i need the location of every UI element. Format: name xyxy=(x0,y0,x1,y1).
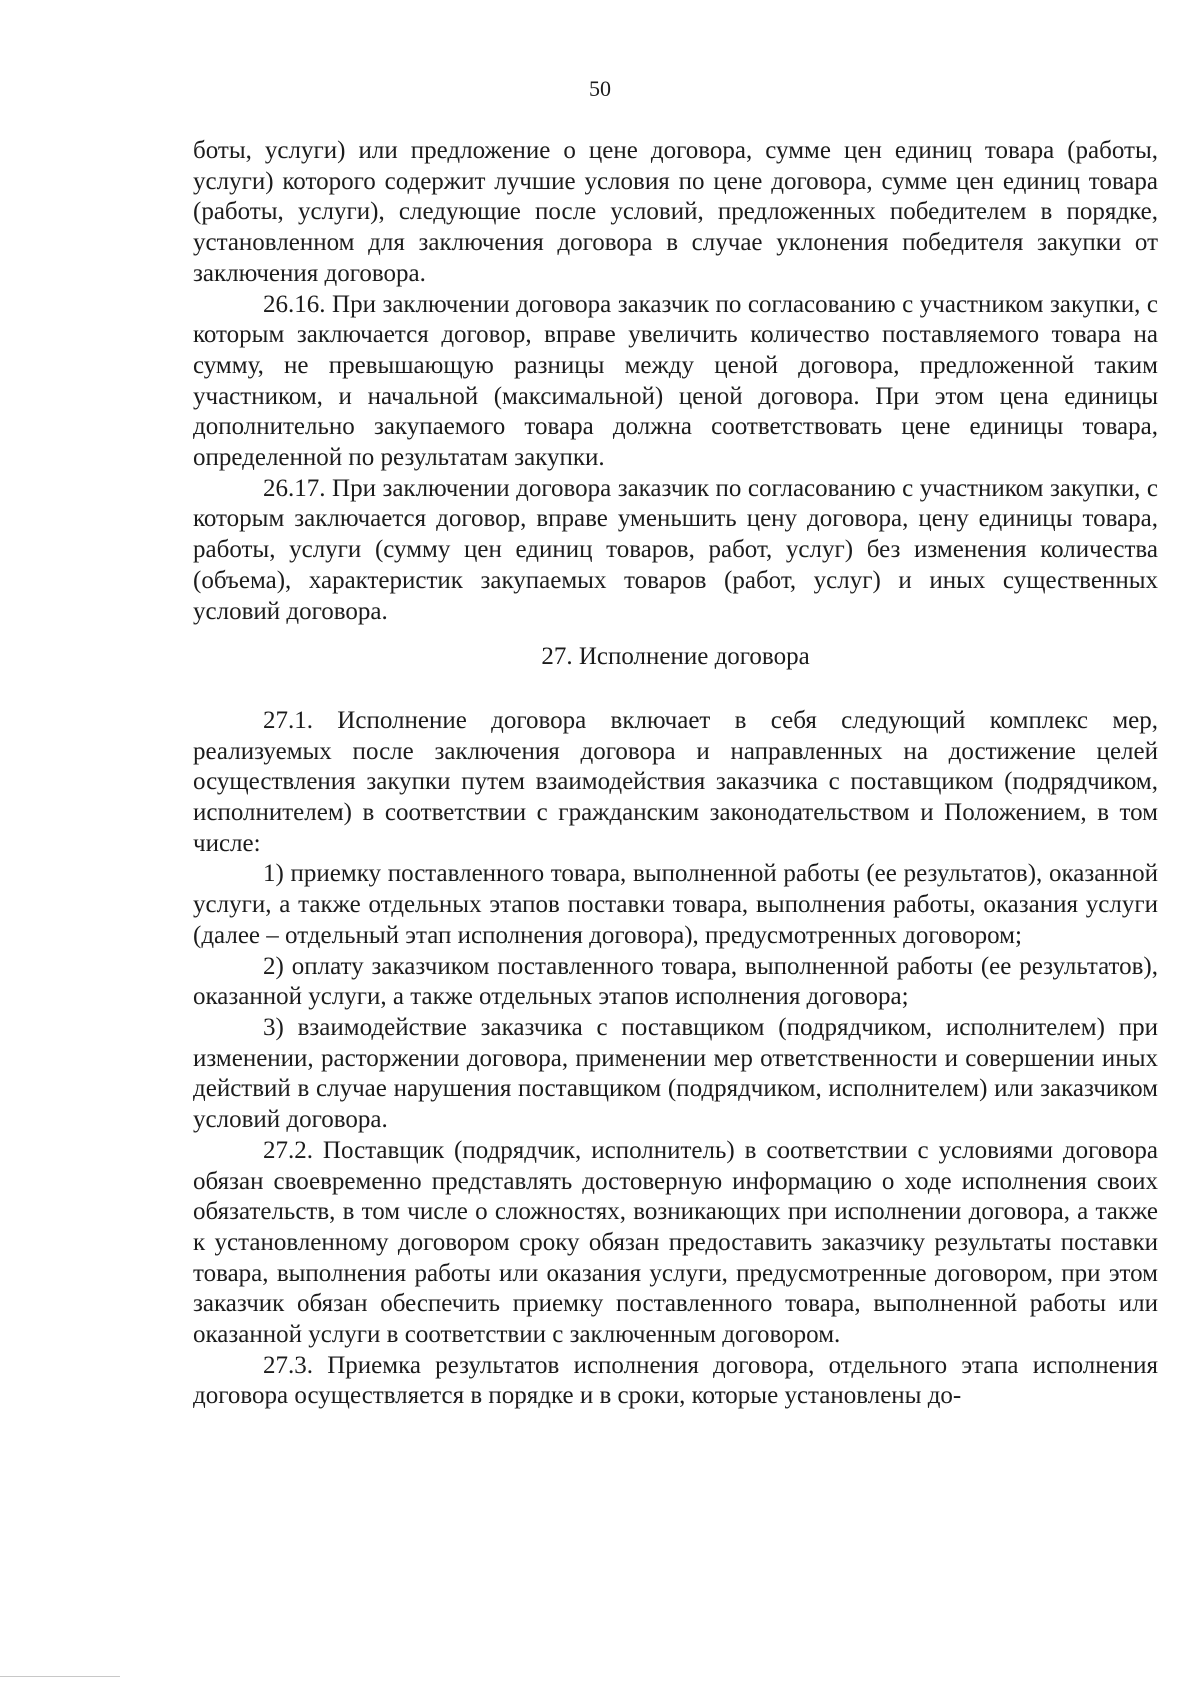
paragraph-27-1: 27.1. Исполнение договора включает в себя следующий комплекс мер, реализуемых после заключения договора и направленных на достижение целей осуществления закупки путем взаимодействия заказчика с поставщиком (подрядчиком, исполнителем) в соответствии с гражданским законодательством и Положением, в том числе: xyxy=(193,706,1158,857)
paragraph-26-16: 26.16. При заключении договора заказчик по согласованию с участником закупки, с которым заключается договор, вправе увеличить количество поставляемого товара на сумму, не превышающую разницы между ценой договора, предложенной таким участником, и начальной (максимальной) ценой договора. При этом цена единицы дополнительно закупаемого товара должна соответствовать цене единицы товара, определенной по результатам закупки. xyxy=(193,290,1158,472)
list-item-1: 1) приемку поставленного товара, выполненной работы (ее результатов), оказанной услуги, а также отдельных этапов поставки товара, выполнения работы, оказания услуги (далее – отдельный этап исполнения договора), предусмотренных договором; xyxy=(193,860,1158,949)
list-item-2: 2) оплату заказчиком поставленного товара, выполненной работы (ее результатов), оказанной услуги, а также отдельных этапов исполнения договора; xyxy=(193,952,1158,1011)
section-heading: 27. Исполнение договора xyxy=(541,643,810,671)
list-item-3: 3) взаимодействие заказчика с поставщиком (подрядчиком, исполнителем) при изменении, расторжении договора, применении мер ответственности и совершении иных действий в случае нарушения поставщиком (подрядчиком, исполнителем) или заказчиком условий договора. xyxy=(193,1013,1158,1134)
document-body xyxy=(193,136,1158,1412)
paragraph-27-3: 27.3. Приемка результатов исполнения договора, отдельного этапа исполнения договора осуществляется в порядке и в сроки, которые установлены до- xyxy=(193,1351,1158,1410)
paragraph-26-17: 26.17. При заключении договора заказчик по согласованию с участником закупки, с которым заключается договор, вправе уменьшить цену договора, цену единицы товара, работы, услуги (сумму цен единиц товаров, работ, услуг) без изменения количества (объема), характеристик закупаемых товаров (работ, услуг) и иных существенных условий договора. xyxy=(193,474,1158,625)
paragraph-27-2: 27.2. Поставщик (подрядчик, исполнитель) в соответствии с условиями договора обязан своевременно представлять достоверную информацию о ходе исполнения своих обязательств, в том числе о сложностях, возникающих при исполнении договора, а также к установленному договором сроку обязан предоставить заказчику результаты поставки товара, выполнения работы или оказания услуги, предусмотренные договором, при этом заказчик обязан обеспечить приемку поставленного товара, выполненной работы или оказанной услуги в соответствии с заключенным договором. xyxy=(193,1136,1158,1349)
paragraph-continuation: боты, услуги) или предложение о цене договора, сумме цен единиц товара (работы, услуги) которого содержит лучшие условия по цене договора, сумме цен единиц товара (работы, услуги), следующие после условий, предложенных победителем в порядке, установленном для заключения договора в случае уклонения победителя закупки от заключения договора. xyxy=(193,137,1158,287)
scan-edge-mark xyxy=(0,1676,120,1677)
page-number: 50 xyxy=(589,76,611,101)
